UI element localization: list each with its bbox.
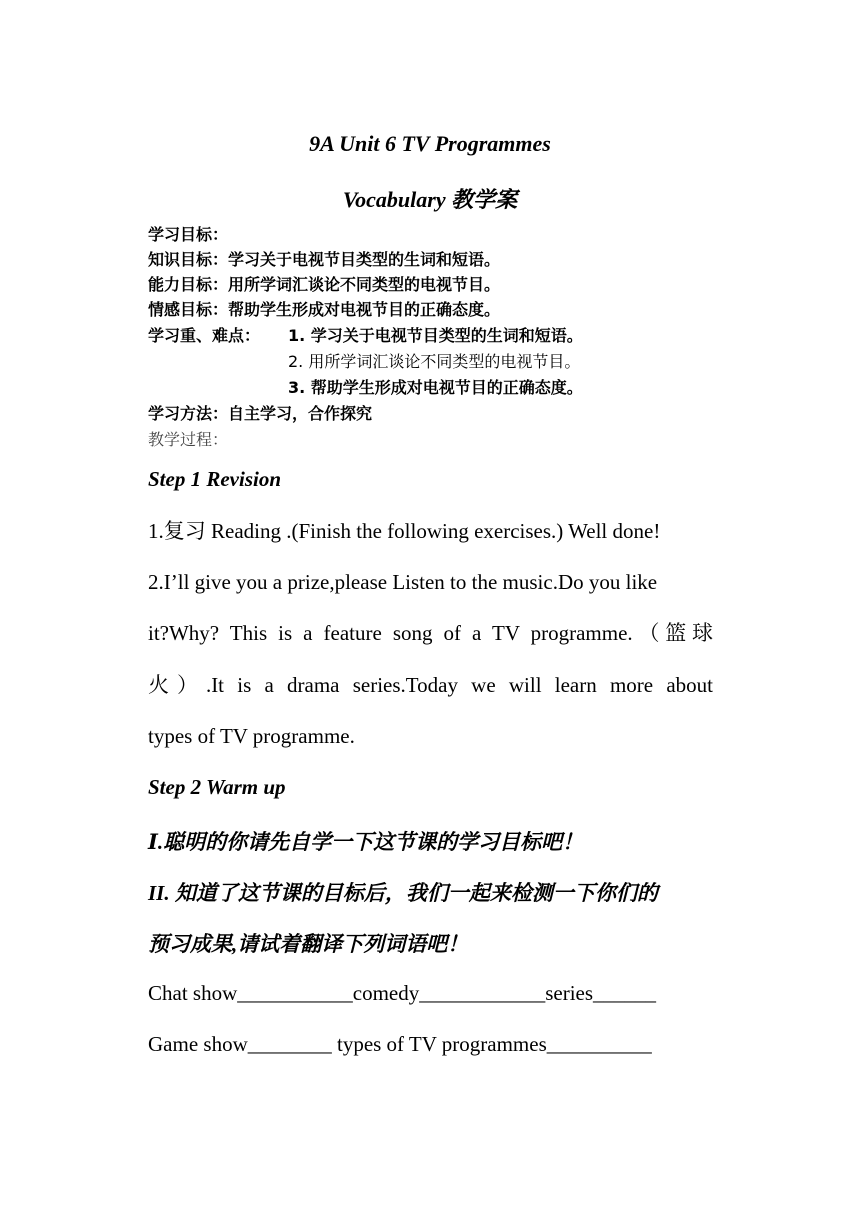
objectives-heading: 学习目标： bbox=[148, 225, 229, 244]
ability-objective: 能力目标：用所学词汇谈论不同类型的电视节目。 bbox=[148, 275, 501, 294]
key-point-item: 3. 帮助学生形成对电视节目的正确态度。 bbox=[288, 378, 583, 397]
learning-method: 学习方法：自主学习，合作探究 bbox=[148, 404, 373, 423]
step2-item: 预习成果,请试着翻译下列词语吧！ bbox=[148, 932, 469, 956]
step1-heading: Step 1 Revision bbox=[148, 467, 282, 491]
step1-line: 1.复习 Reading .(Finish the following exercises.) Well done! bbox=[148, 519, 661, 543]
step2-heading: Step 2 Warm up bbox=[148, 775, 286, 799]
vocab-line: Game show________ types of TV programmes__________ bbox=[148, 1032, 652, 1056]
step1-line: 火）.It is a drama series.Today we will learn more about bbox=[148, 673, 713, 697]
vocab-line: Chat show___________comedy____________series______ bbox=[148, 981, 657, 1005]
step1-line: it?Why? This is a feature song of a TV programme.（篮球 bbox=[148, 621, 713, 645]
key-point-item: 1. 学习关于电视节目类型的生词和短语。 bbox=[288, 326, 583, 345]
step1-line: types of TV programme. bbox=[148, 724, 355, 748]
emotion-objective: 情感目标：帮助学生形成对电视节目的正确态度。 bbox=[148, 300, 501, 319]
key-point-item: 2. 用所学词汇谈论不同类型的电视节目。 bbox=[288, 352, 581, 371]
teaching-process-label: 教学过程： bbox=[148, 430, 229, 449]
step1-line: 2.I’ll give you a prize,please Listen to the music.Do you like bbox=[148, 570, 658, 594]
step2-item: II. 知道了这节课的目标后，我们一起来检测一下你们的 bbox=[148, 881, 658, 905]
key-points-label: 学习重、难点： bbox=[148, 326, 261, 345]
knowledge-objective: 知识目标：学习关于电视节目类型的生词和短语。 bbox=[148, 250, 501, 269]
step2-item: Ⅰ.聪明的你请先自学一下这节课的学习目标吧！ bbox=[148, 830, 584, 854]
document-title: 9A Unit 6 TV Programmes bbox=[309, 131, 551, 156]
document-subtitle: Vocabulary 教学案 bbox=[342, 187, 518, 212]
